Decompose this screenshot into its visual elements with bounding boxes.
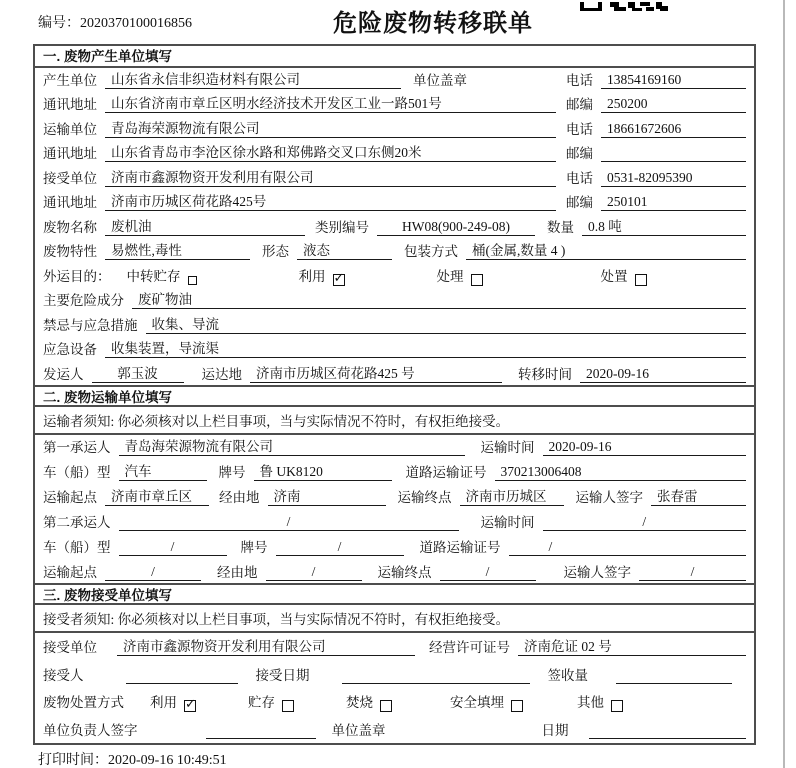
receiver-phone-label: 电话 xyxy=(566,170,593,186)
route1-via-label: 经由地 xyxy=(219,489,260,505)
vehicle1-plate-label: 牌号 xyxy=(218,464,246,480)
receive-date-label: 接受日期 xyxy=(255,667,310,683)
row-transport-notice xyxy=(35,407,754,435)
carrier1-value: 青岛海荣源物流有限公司 xyxy=(119,435,465,456)
vehicle2-type-value: / xyxy=(119,539,227,556)
row-producer-address xyxy=(35,93,754,118)
vehicle2-permit-label: 道路运输证号 xyxy=(419,539,501,555)
vehicle1-type-value: 汽车 xyxy=(119,460,207,481)
purpose-opt-dispose-label: 处置 xyxy=(600,268,628,284)
row-transporter xyxy=(35,117,754,142)
row-taboo xyxy=(35,313,754,338)
carrier2-time-label: 运输时间 xyxy=(480,514,535,530)
checkbox-unchecked-icon xyxy=(471,274,483,286)
checkbox-checked-icon xyxy=(184,700,196,712)
row-transporter-address xyxy=(35,142,754,167)
route2-end-value: / xyxy=(440,564,536,581)
carrier2-value: / xyxy=(119,514,459,531)
route1-end-label: 运输终点 xyxy=(397,489,452,505)
sign-date-label: 日期 xyxy=(541,722,569,738)
row-carrier1 xyxy=(35,435,754,460)
qr-code-partial-icon xyxy=(580,0,668,11)
waste-code-label: 类别编号 xyxy=(315,219,369,235)
vehicle2-permit-value: / xyxy=(509,539,747,556)
carrier1-time-label: 运输时间 xyxy=(480,439,535,455)
checkbox-unchecked-icon xyxy=(611,700,623,712)
waste-code-value: HW08(900-249-08) xyxy=(377,219,535,236)
row-receive-person xyxy=(35,660,754,688)
purpose-opt-transfer-label: 中转贮存 xyxy=(126,268,181,284)
sign-date-value xyxy=(589,722,747,739)
receiver-phone-value: 0531-82095390 xyxy=(601,170,746,187)
transporter-value: 青岛海荣源物流有限公司 xyxy=(105,117,556,138)
producer-label: 产生单位 xyxy=(43,72,97,88)
route1-sign-label: 运输人签字 xyxy=(575,489,643,505)
transporter-phone-value: 18661672606 xyxy=(601,121,746,138)
carrier1-time-value: 2020-09-16 xyxy=(543,439,747,456)
transporter-address-label: 通讯地址 xyxy=(43,146,97,161)
carrier1-label: 第一承运人 xyxy=(43,439,111,455)
vehicle2-type-label: 车（船）型 xyxy=(43,539,111,555)
taboo-label: 禁忌与应急措施 xyxy=(43,317,138,333)
checkbox-unchecked-icon xyxy=(380,700,392,712)
receiver-value: 济南市鑫源物资开发利用有限公司 xyxy=(105,166,556,187)
transporter-zip-value xyxy=(601,145,746,162)
section1-header: 一. 废物产生单位填写 xyxy=(35,46,754,68)
waste-name-value: 废机油 xyxy=(105,215,305,236)
section2-header: 二. 废物运输单位填写 xyxy=(35,385,754,407)
shipper-label: 发运人 xyxy=(43,366,84,382)
route1-via-value: 济南 xyxy=(268,485,386,506)
purpose-opt-treat-label: 处理 xyxy=(436,268,464,284)
row-route2 xyxy=(35,560,754,585)
hazard-label: 主要危险成分 xyxy=(43,293,124,308)
disposal-opt-utilize-label: 利用 xyxy=(150,695,177,710)
receiver-zip-label: 邮编 xyxy=(566,195,593,210)
producer-phone-group xyxy=(566,69,746,89)
vehicle2-plate-value: / xyxy=(276,539,404,556)
producer-phone-value: 13854169160 xyxy=(601,72,746,89)
page-title: 危险废物转移联单 xyxy=(333,10,533,37)
row-purpose xyxy=(35,264,754,289)
checkbox-checked-icon xyxy=(333,274,345,286)
transporter-phone-label: 电话 xyxy=(566,121,593,137)
receiver-address-label: 通讯地址 xyxy=(43,195,97,210)
receiver-phone-group xyxy=(566,167,746,187)
checkbox-unchecked-icon xyxy=(511,700,523,712)
waste-form-value: 液态 xyxy=(297,239,392,260)
disposal-opt-landfill-label: 安全填埋 xyxy=(450,695,504,710)
waste-pack-label: 包装方式 xyxy=(404,244,458,259)
print-time-line xyxy=(38,749,227,768)
receive-amount-label: 签收量 xyxy=(547,667,588,683)
purpose-label: 外运目的： xyxy=(43,268,111,284)
route1-start-label: 运输起点 xyxy=(43,489,97,505)
route1-start-value: 济南市章丘区 xyxy=(105,485,209,506)
print-time-label: 打印时间： xyxy=(38,753,108,768)
waste-qty-label: 数量 xyxy=(547,219,574,235)
vehicle1-type-label: 车（船）型 xyxy=(43,464,111,480)
vehicle1-permit-label: 道路运输证号 xyxy=(405,464,487,480)
destination-value: 济南市历城区荷花路425 号 xyxy=(250,362,502,383)
disposal-label: 废物处置方式 xyxy=(43,695,124,710)
waste-pack-value: 桶(金属,数量 4 ) xyxy=(466,239,746,260)
section3-header: 三. 废物接受单位填写 xyxy=(35,583,754,605)
carrier2-time-value: / xyxy=(543,514,747,531)
row-route1 xyxy=(35,485,754,510)
serial-label: 编号： xyxy=(38,16,80,31)
row-receive-unit xyxy=(35,633,754,661)
receive-date-value xyxy=(342,667,530,684)
row-emergency-equipment xyxy=(35,338,754,363)
row-producer xyxy=(35,68,754,93)
checkbox-unchecked-icon xyxy=(188,276,197,285)
viewer-page-edge xyxy=(783,0,785,768)
responsible-sign-label: 单位负责人签字 xyxy=(43,722,138,738)
producer-phone-label: 电话 xyxy=(566,72,593,88)
responsible-sign-value xyxy=(206,722,316,739)
row-receiver xyxy=(35,166,754,191)
license-value: 济南危证 02 号 xyxy=(518,635,746,656)
purpose-opt-utilize-label: 利用 xyxy=(298,268,326,284)
serial-number: 2020370100016856 xyxy=(80,16,192,31)
receiver-address-value: 济南市历城区荷花路425号 xyxy=(105,190,556,211)
print-time-value: 2020-09-16 10:49:51 xyxy=(108,753,227,768)
vehicle2-plate-label: 牌号 xyxy=(240,539,268,555)
waste-name-label: 废物名称 xyxy=(43,219,97,235)
row-carrier2 xyxy=(35,510,754,535)
taboo-value: 收集、导流 xyxy=(146,313,747,334)
row-disposal-method xyxy=(35,688,754,716)
producer-seal-label: 单位盖章 xyxy=(413,72,467,88)
transfer-time-label: 转移时间 xyxy=(518,366,572,382)
row-waste-name xyxy=(35,215,754,240)
route2-end-label: 运输终点 xyxy=(377,564,432,580)
row-responsible-signature xyxy=(35,715,754,743)
receiver-zip-group xyxy=(566,191,746,211)
route2-start-value: / xyxy=(105,564,201,581)
vehicle1-plate-value: 鲁 UK8120 xyxy=(254,460,392,481)
disposal-opt-store-label: 贮存 xyxy=(248,695,275,710)
disposal-opt-other-label: 其他 xyxy=(577,695,604,710)
equipment-value: 收集装置，导流渠 xyxy=(105,337,746,358)
producer-value: 山东省永信非织造材料有限公司 xyxy=(105,68,401,89)
route1-end-value: 济南市历城区 xyxy=(460,485,564,506)
transfer-form xyxy=(33,44,756,745)
receiver-label: 接受单位 xyxy=(43,170,97,186)
receiver-zip-value: 250101 xyxy=(601,194,746,211)
checkbox-unchecked-icon xyxy=(282,700,294,712)
row-shipper xyxy=(35,362,754,387)
route2-via-value: / xyxy=(266,564,362,581)
carrier2-label: 第二承运人 xyxy=(43,514,111,530)
route2-via-label: 经由地 xyxy=(217,564,258,580)
unit-seal-label: 单位盖章 xyxy=(331,722,386,738)
producer-address-label: 通讯地址 xyxy=(43,97,97,112)
route2-sign-value: / xyxy=(639,564,746,581)
receive-person-value xyxy=(126,667,238,684)
transporter-zip-group xyxy=(566,142,746,162)
transporter-address-value: 山东省青岛市李沧区徐水路和郑佛路交叉口东侧20米 xyxy=(105,141,556,162)
row-waste-props xyxy=(35,240,754,265)
route2-sign-label: 运输人签字 xyxy=(563,564,631,580)
disposal-opt-incinerate-label: 焚烧 xyxy=(346,695,373,710)
producer-zip-group xyxy=(566,93,746,113)
waste-form-label: 形态 xyxy=(262,244,289,259)
row-vehicle2 xyxy=(35,535,754,560)
transport-notice-text: 运输者须知: 你必须核对以上栏目事项，当与实际情况不符时，有权拒绝接受。 xyxy=(43,413,510,429)
equipment-label: 应急设备 xyxy=(43,342,97,357)
checkbox-unchecked-icon xyxy=(635,274,647,286)
producer-zip-label: 邮编 xyxy=(566,97,593,112)
producer-address-value: 山东省济南市章丘区明水经济技术开发区工业一路501号 xyxy=(105,92,556,113)
transporter-label: 运输单位 xyxy=(43,121,97,137)
route2-start-label: 运输起点 xyxy=(43,564,97,580)
row-receiver-address xyxy=(35,191,754,216)
waste-qty-value: 0.8 吨 xyxy=(582,215,746,236)
row-vehicle1 xyxy=(35,460,754,485)
transporter-phone-group xyxy=(566,118,746,138)
route1-sign-value: 张春雷 xyxy=(651,485,746,506)
license-label: 经营许可证号 xyxy=(429,640,510,655)
waste-props-value: 易燃性,毒性 xyxy=(105,239,250,260)
receive-person-label: 接受人 xyxy=(43,667,84,683)
destination-label: 运达地 xyxy=(201,366,242,382)
vehicle1-permit-value: 370213006408 xyxy=(495,464,747,481)
shipper-value: 郭玉波 xyxy=(92,362,184,383)
transfer-time-value: 2020-09-16 xyxy=(580,366,746,383)
row-hazard xyxy=(35,289,754,314)
hazard-value: 废矿物油 xyxy=(132,288,746,309)
receive-unit-label: 接受单位 xyxy=(43,640,97,655)
producer-zip-value: 250200 xyxy=(601,96,746,113)
transporter-zip-label: 邮编 xyxy=(566,146,593,161)
receive-amount-value xyxy=(616,667,732,684)
row-receive-notice xyxy=(35,605,754,633)
waste-props-label: 废物特性 xyxy=(43,244,97,259)
receive-notice-text: 接受者须知: 你必须核对以上栏目事项，当与实际情况不符时，有权拒绝接受。 xyxy=(43,611,510,627)
receive-unit-value: 济南市鑫源物资开发利用有限公司 xyxy=(117,635,415,656)
